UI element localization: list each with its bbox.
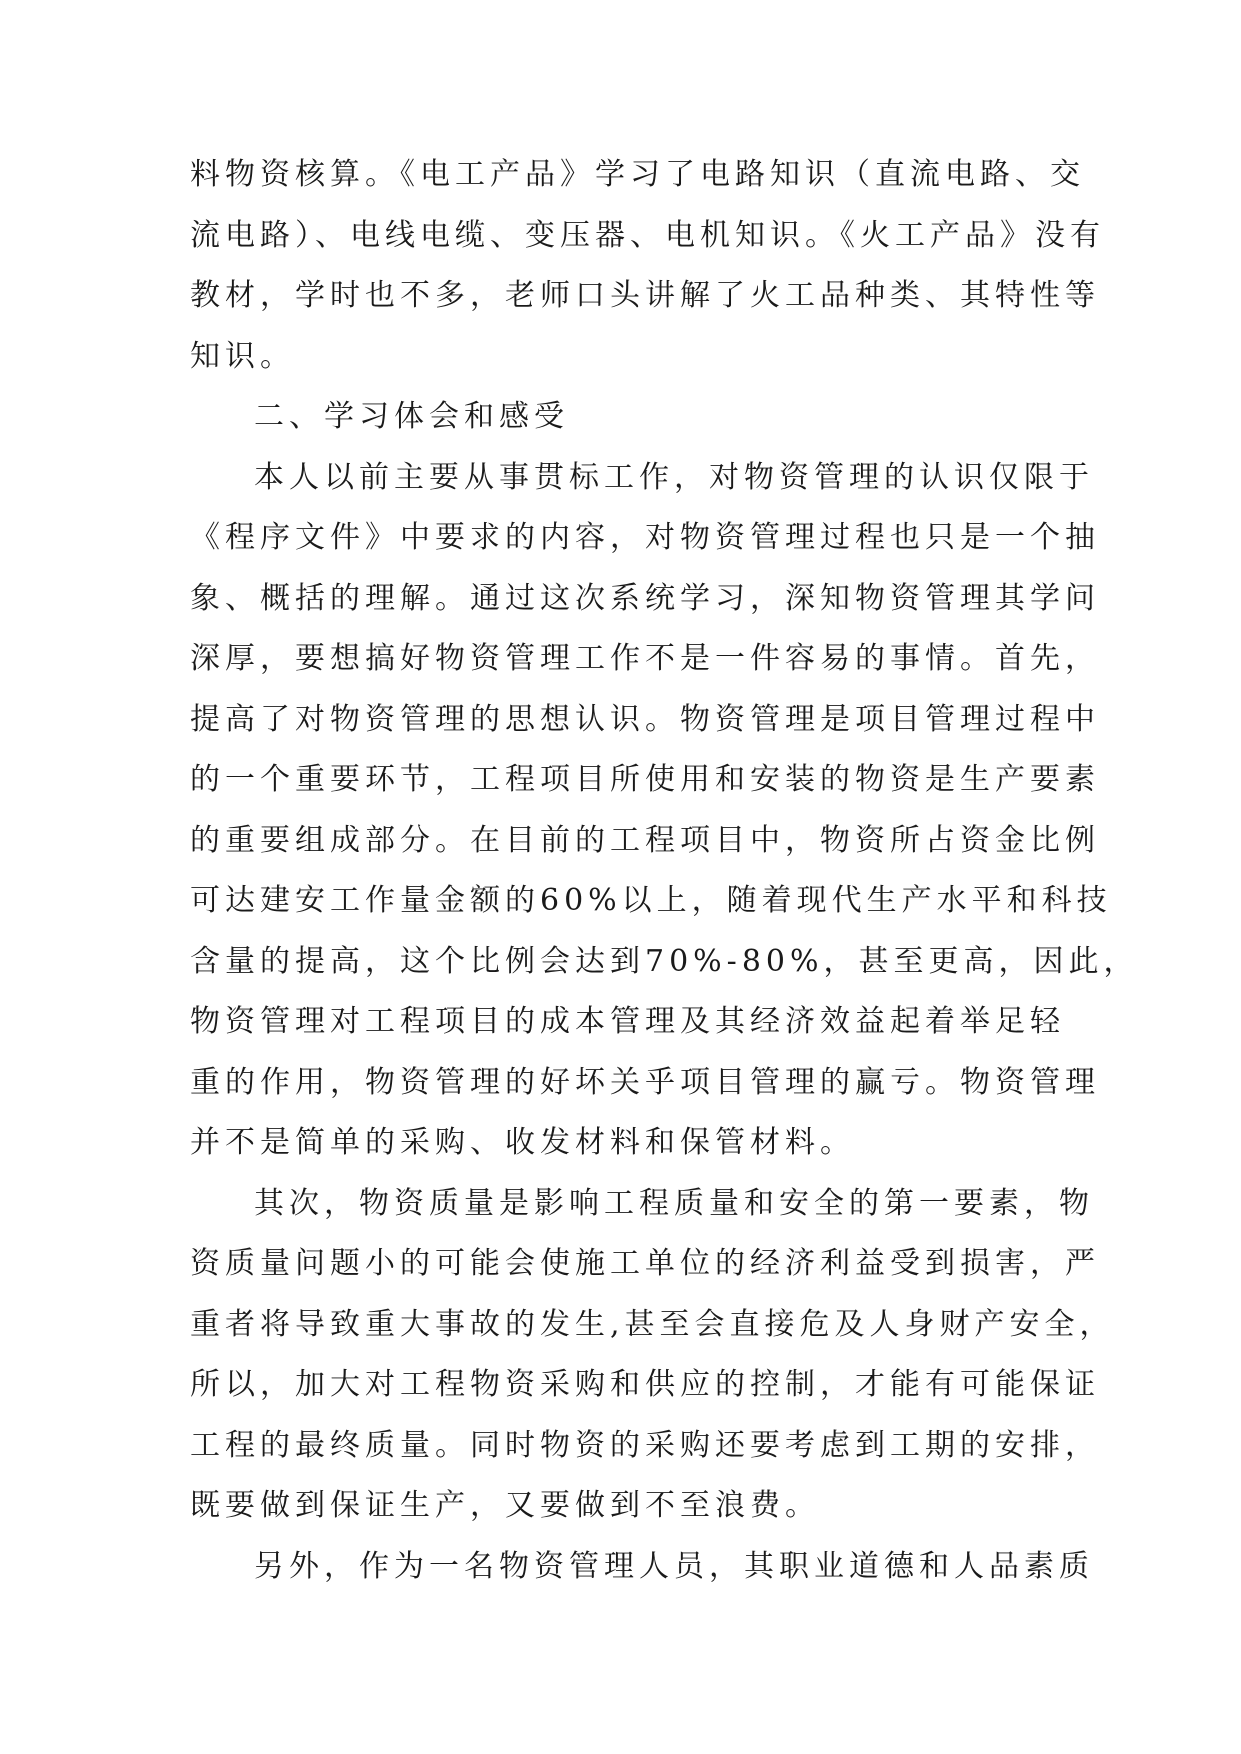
text-line: 料物资核算。《电工产品》学习了电路知识（直流电路、交 bbox=[190, 157, 1085, 192]
text-line: 所以，加大对工程物资采购和供应的控制，才能有可能保证 bbox=[190, 1367, 1100, 1402]
paragraph-first-line: 本人以前主要从事贯标工作，对物资管理的认识仅限于 bbox=[254, 459, 1094, 495]
text-line: 资质量问题小的可能会使施工单位的经济利益受到损害，严 bbox=[190, 1246, 1100, 1281]
text-line: 工程的最终质量。同时物资的采购还要考虑到工期的安排， bbox=[190, 1427, 1100, 1463]
text-line: 重者将导致重大事故的发生,甚至会直接危及人身财产安全， bbox=[190, 1306, 1115, 1342]
text-line: 流电路）、电线电缆、变压器、电机知识。《火工产品》没有 bbox=[190, 217, 1105, 253]
text-line: 重的作用，物资管理的好坏关乎项目管理的赢亏。物资管理 bbox=[190, 1064, 1100, 1100]
text-line: 的重要组成部分。在目前的工程项目中，物资所占资金比例 bbox=[190, 822, 1100, 858]
text-line: 提高了对物资管理的思想认识。物资管理是项目管理过程中 bbox=[190, 701, 1100, 737]
text-line: 并不是简单的采购、收发材料和保管材料。 bbox=[190, 1125, 855, 1160]
section-heading: 二、学习体会和感受 bbox=[254, 399, 569, 434]
document-body bbox=[190, 145, 1139, 1597]
text-line: 物资管理对工程项目的成本管理及其经济效益起着举足轻 bbox=[190, 1004, 1065, 1039]
text-line: 深厚，要想搞好物资管理工作不是一件容易的事情。首先， bbox=[190, 641, 1100, 676]
text-line: 含量的提高，这个比例会达到70%-80%，甚至更高，因此， bbox=[190, 943, 1139, 979]
text-line: 知识。 bbox=[190, 338, 295, 374]
text-line: 的一个重要环节，工程项目所使用和安装的物资是生产要素 bbox=[190, 762, 1100, 797]
paragraph-first-line: 另外，作为一名物资管理人员，其职业道德和人品素质 bbox=[254, 1548, 1094, 1584]
paragraph-first-line: 其次，物资质量是影响工程质量和安全的第一要素，物 bbox=[254, 1185, 1094, 1221]
text-line: 可达建安工作量金额的60%以上，随着现代生产水平和科技 bbox=[190, 883, 1112, 918]
text-line: 《程序文件》中要求的内容，对物资管理过程也只是一个抽 bbox=[190, 520, 1100, 555]
text-line: 教材，学时也不多，老师口头讲解了火工品种类、其特性等 bbox=[190, 278, 1100, 313]
text-line: 既要做到保证生产，又要做到不至浪费。 bbox=[190, 1488, 820, 1523]
text-line: 象、概括的理解。通过这次系统学习，深知物资管理其学问 bbox=[190, 580, 1100, 616]
